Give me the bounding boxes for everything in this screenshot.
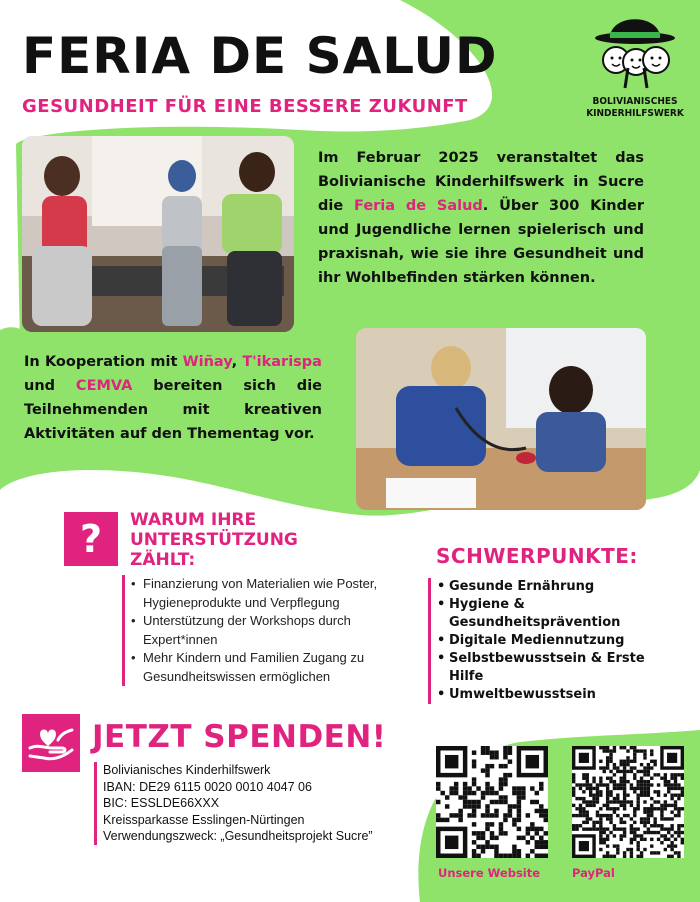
cooperation-paragraph [24,350,322,446]
qr-code-graphic [572,746,684,858]
logo-text [580,96,690,120]
intro-text-2: . Über 300 Kinder und Jugendliche lernen spielerisch und praxisnah, wie sie ihre Gesundheit und ihr Wohlbefinden stärken können. [318,198,644,286]
bank-line: Verwendungszweck: „Gesundheitsprojekt Sucre” [103,829,373,843]
website-qr-code[interactable] [436,746,548,858]
qr-code-graphic [436,746,548,858]
bank-line: IBAN: DE29 6115 0020 0010 4047 06 [103,779,312,794]
page-subtitle: GESUNDHEIT FÜR EINE BESSERE ZUKUNFT [22,96,468,117]
question-mark-icon: ? [64,512,118,566]
coop-suffix: bereiten sich die Teilnehmenden mit kreativen Aktivitäten auf den Thementag vor. [24,378,322,442]
why-title-line-3: ZÄHLT: [130,550,196,570]
coop-sep-1: , [231,354,243,370]
focus-heading: SCHWERPUNKTE: [436,544,638,568]
focus-list [428,578,658,704]
partner-tikarispa: T'ikarispa [242,354,322,370]
intro-paragraph [318,146,644,290]
coop-prefix: In Kooperation mit [24,354,183,370]
partner-winay: Wiñay [182,354,232,370]
bank-line: Kreissparkasse Esslingen-Nürtingen [103,812,305,827]
bank-line: Bolivianisches Kinderhilfswerk [103,763,271,777]
children-with-hat-icon [580,8,690,98]
why-title-line-1: WARUM IHRE [130,510,257,530]
intro-highlight: Feria de Salud [354,198,483,214]
why-support-heading [130,510,350,570]
logo-line-2: KINDERHILFSWERK [586,108,684,119]
partner-cemva: CEMVA [75,378,133,394]
why-item: • Finanzierung von Materialien wie Poster, Hygieneprodukte und Verpflegung [131,575,412,612]
website-qr-label: Unsere Website [438,866,541,880]
donate-heading: JETZT SPENDEN! [92,719,387,755]
why-item: • Unterstützung der Workshops durch Expert*innen [131,612,412,649]
photo-children-stethoscope [22,136,294,332]
paypal-qr-code[interactable] [572,746,684,858]
focus-item: • Selbstbewusstsein & Erste Hilfe [437,650,658,686]
focus-item: • Digitale Mediennutzung [437,632,658,650]
coop-sep-2: und [24,378,76,394]
hands-heart-icon [22,714,80,772]
intro-text-1: Im Februar 2025 veranstaltet das Bolivianische Kinderhilfswerk in Sucre die [318,150,644,214]
paypal-qr-label: PayPal [572,866,615,880]
focus-item: • Hygiene & Gesundheitsprävention [437,596,658,632]
focus-item: • Umweltbewusstsein [437,686,658,704]
why-title-line-2: UNTERSTÜTZUNG [130,530,298,550]
why-item: • Mehr Kindern und Familien Zugang zu Gesundheitswissen ermöglichen [131,649,412,686]
bank-line: BIC: ESSLDE66XXX [103,796,220,810]
why-support-list [122,575,412,686]
focus-item: • Gesunde Ernährung [437,578,658,596]
logo-line-1: BOLIVIANISCHES [592,96,678,107]
page-title: FERIA DE SALUD [22,27,498,85]
photo-doctor-with-child [356,328,646,510]
bank-details [94,762,373,845]
organization-logo [580,8,690,138]
